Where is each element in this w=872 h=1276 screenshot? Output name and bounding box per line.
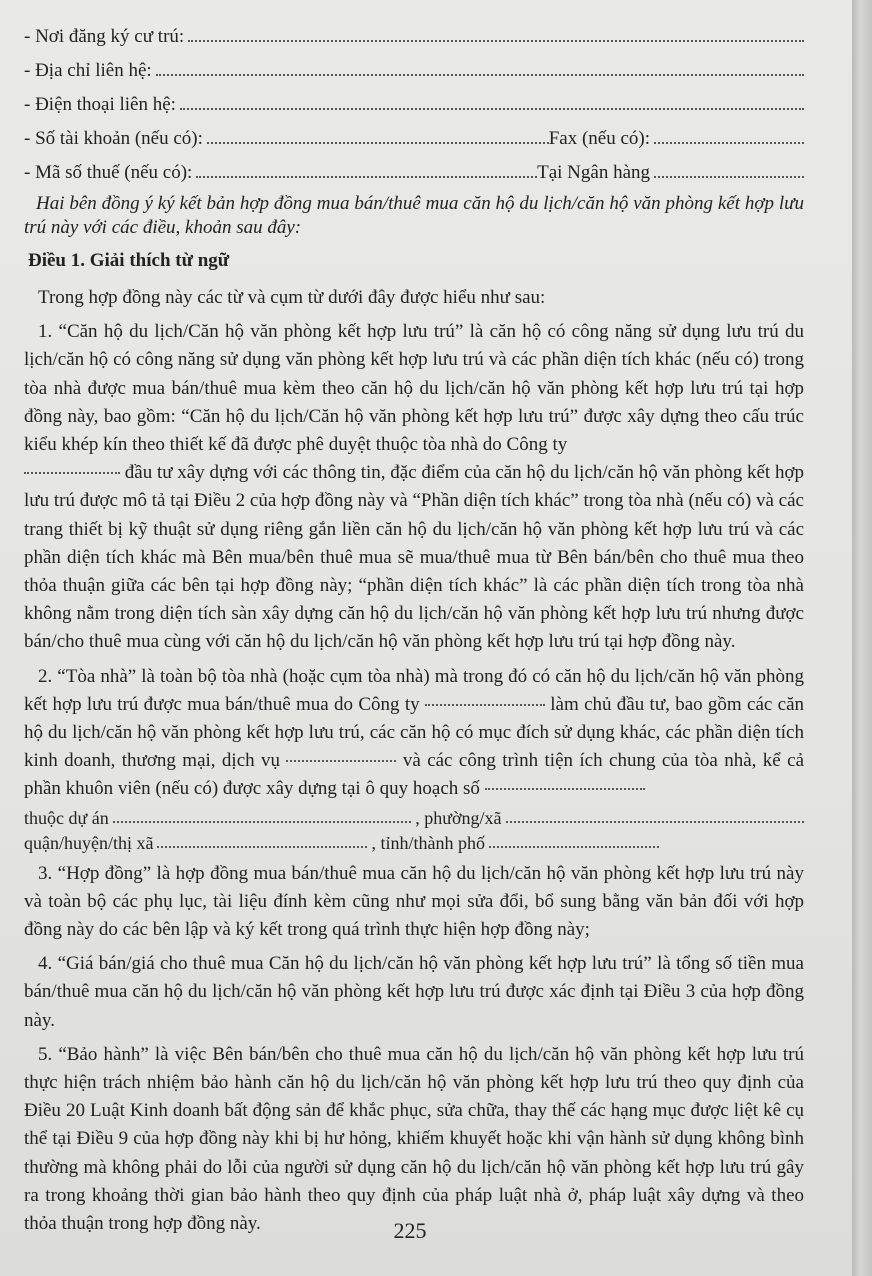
definition-1-text-b: đầu tư xây dựng với các thông tin, đặc điểm của căn hộ du lịch/căn hộ văn phòng kết hợp lưu trú được mô tả tại Điều 2 của hợp đồng này và “Phần diện tích khác” trong tòa nhà (nếu có) và các trang thiết bị kỹ thuật sử dụng riêng gắn liền căn hộ du lịch/căn hộ văn phòng kết hợp lưu trú và các phần diện tích khác mà Bên mua/bên thuê mua sẽ mua/thuê mua từ Bên bán/bên cho thuê mua theo thỏa thuận giữa các bên tại hợp đồng này; “phần diện tích khác” là các phần diện tích trong tòa nhà không nằm trong diện tích sàn xây dựng căn hộ du lịch/căn hộ văn phòng kết hợp lưu trú nhưng được bán/cho thuê mua cùng với căn hộ du lịch/căn hộ văn phòng kết hợp lưu trú tại hợp đồng này. (24, 462, 805, 653)
agreement-intro-text: Hai bên đồng ý ký kết bản hợp đồng mua bán/thuê mua căn hộ du lịch/căn hộ văn phòng kết hợp lưu trú này với các điều, khoản sau đây: (24, 193, 804, 238)
residence-label: - Nơi đăng ký cư trú: (24, 26, 185, 47)
page-content (24, 14, 804, 1244)
address-blank (156, 73, 804, 76)
fax-label: Fax (nếu có): (548, 128, 650, 149)
district-blank (157, 845, 367, 848)
definition-2-text-a: 2. “Tòa nhà” là toàn bộ tòa nhà (hoặc cụm tòa nhà) mà trong đó có căn hộ du lịch/căn hộ văn phòng kết hợp lưu trú được mua bán/thuê mua do Công ty (24, 665, 804, 715)
company-blank (24, 471, 120, 474)
district-label: quận/huyện/thị xã (24, 832, 154, 853)
account-field (24, 116, 804, 150)
agreement-intro (24, 192, 804, 240)
article-1-lead: Trong hợp đồng này các từ và cụm từ dưới đây được hiểu như sau: (38, 287, 546, 308)
definition-1-part-a: 1. “Căn hộ du lịch/Căn hộ văn phòng kết hợp lưu trú” là căn hộ có công năng sử dụng lưu trú du lịch/căn hộ có công năng sử dụng văn phòng kết hợp lưu trú và các phần diện tích khác (nếu có) trong tòa nhà được mua bán/thuê mua kèm theo căn hộ du lịch/căn hộ văn phòng kết hợp lưu trú tại hợp đồng này, bao gồm: “Căn hộ du lịch/Căn hộ văn phòng kết hợp lưu trú” được xây dựng theo cấu trúc kiểu khép kín theo thiết kế đã được phê duyệt thuộc tòa nhà do Công ty (24, 321, 804, 456)
phone-blank (180, 107, 804, 110)
definition-3: 3. “Hợp đồng” là hợp đồng mua bán/thuê mua căn hộ du lịch/căn hộ văn phòng kết hợp lưu trú này và toàn bộ các phụ lục, tài liệu đính kèm cũng như mọi sửa đổi, bổ sung bằng văn bản đối với hợp đồng này do các bên lập và ký kết trong quá trình thực hiện hợp đồng này; (24, 862, 804, 941)
ward-blank (506, 820, 805, 823)
definition-2-text-c: và các công trình tiện ích chung của tòa nhà, kể cả phần khuôn viên (nếu có) được xây dựng tại ô quy hoạch số (24, 750, 805, 800)
tax-label: - Mã số thuế (nếu có): (24, 162, 193, 183)
project-blank (113, 820, 412, 823)
phone-field (24, 82, 804, 116)
project-location-row (24, 804, 804, 829)
province-blank (489, 845, 659, 848)
definition-5: 5. “Bảo hành” là việc Bên bán/bên cho thuê mua căn hộ du lịch/căn hộ văn phòng kết hợp lưu trú thực hiện trách nhiệm bảo hành căn hộ du lịch/căn hộ văn phòng kết hợp lưu trú theo quy định của Điều 20 Luật Kinh doanh bất động sản để khắc phục, sửa chữa, thay thế các hạng mục được liệt kê cụ thể tại Điều 9 của hợp đồng này khi bị hư hỏng, khiếm khuyết hoặc khi vận hành sử dụng không bình thường mà không phải do lỗi của người sử dụng căn hộ du lịch/căn hộ văn phòng kết hợp lưu trú gây ra trong khoảng thời gian bảo hành theo quy định của pháp luật nhà ở, pháp luật xây dựng và theo thỏa thuận trong hợp đồng này. (24, 1043, 804, 1235)
article-1-title: Điều 1. Giải thích từ ngữ (28, 250, 230, 271)
definition-2-text-b: làm chủ đầu tư, bao gồm các căn hộ du lịch/căn hộ văn phòng kết hợp lưu trú, các căn hộ có mục đích sử dụng khác, các phần diện tích kinh doanh, thương mại, dịch vụ (24, 693, 805, 772)
ward-label: , phường/xã (415, 807, 502, 828)
service-blank (286, 759, 396, 762)
page-number: 225 (393, 1218, 427, 1243)
fax-blank (654, 141, 804, 144)
residence-field (24, 14, 804, 48)
province-label: , tỉnh/thành phố (371, 832, 485, 853)
tax-field (24, 150, 804, 184)
definition-4: 4. “Giá bán/giá cho thuê mua Căn hộ du lịch/căn hộ văn phòng kết hợp lưu trú” là tổng số tiền mua bán/thuê mua căn hộ du lịch/căn hộ văn phòng kết hợp lưu trú được xác định tại Điều 3 của hợp đồng này. (24, 953, 804, 1031)
address-label: - Địa chỉ liên hệ: (24, 60, 152, 81)
definition-2 (24, 663, 804, 804)
project-label: thuộc dự án (24, 807, 109, 828)
plot-number-blank (485, 787, 645, 790)
residence-blank (188, 39, 804, 42)
account-label: - Số tài khoản (nếu có): (24, 128, 203, 149)
district-location-row (24, 829, 804, 854)
phone-label: - Điện thoại liên hệ: (24, 94, 176, 115)
account-blank (207, 141, 549, 144)
tax-blank (196, 175, 537, 178)
investor-blank (425, 703, 545, 706)
page-edge (852, 0, 872, 1276)
definition-1-part-b (24, 459, 804, 656)
bank-label: Tại Ngân hàng (537, 162, 650, 183)
bank-blank (654, 175, 804, 178)
address-field (24, 48, 804, 82)
